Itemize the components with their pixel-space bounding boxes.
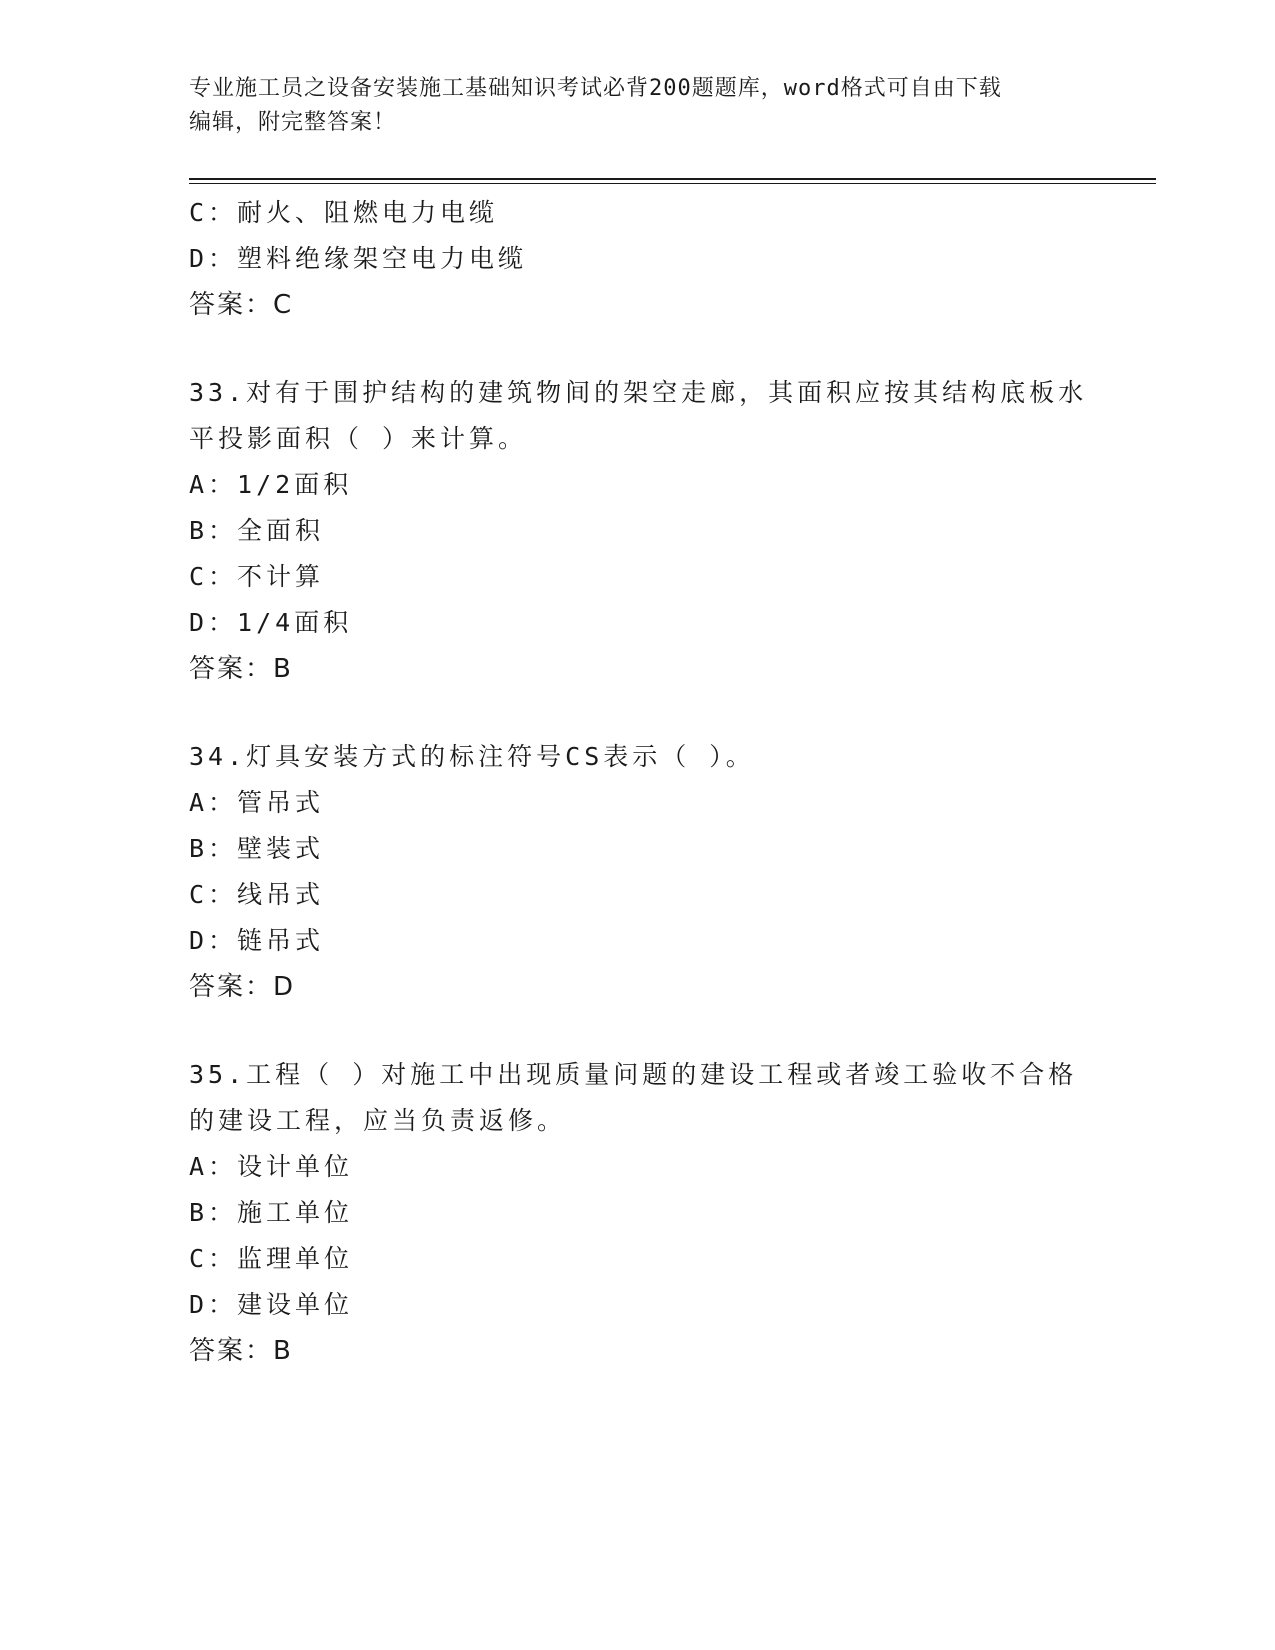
header-line-1: 专业施工员之设备安装施工基础知识考试必背200题题库，word格式可自由下载 [189,76,1002,101]
option-c: C：耐火、阻燃电力电缆 [189,198,499,227]
question-stem-line-1: 34.灯具安装方式的标注符号CS表示（ ）。 [189,742,755,771]
question-35 [189,1052,1129,1374]
answer-line: 答案：D [189,972,296,1002]
question-33 [189,370,1129,692]
option-b: B：施工单位 [189,1198,354,1227]
spacer [189,692,1129,734]
option-d: D：塑料绝缘架空电力电缆 [189,244,528,273]
option-c: C：监理单位 [189,1244,354,1273]
option-d: D：建设单位 [189,1290,354,1319]
option-b: B：全面积 [189,516,325,545]
option-d: D：链吊式 [189,926,325,955]
question-stem-line-1: 35.工程（ ）对施工中出现质量问题的建设工程或者竣工验收不合格 [189,1060,1078,1089]
question-34 [189,734,1129,1010]
document-body [189,190,1129,1374]
question-stem-line-1: 33.对有于围护结构的建筑物间的架空走廊，其面积应按其结构底板水 [189,378,1088,407]
option-a: A：1/2面积 [189,470,353,499]
answer-line: 答案：B [189,1336,293,1366]
question-stem-line-2: 平投影面积（ ）来计算。 [189,424,528,453]
document-header [189,72,1089,140]
option-d: D：1/4面积 [189,608,353,637]
option-a: A：设计单位 [189,1152,354,1181]
option-c: C：线吊式 [189,880,325,909]
option-b: B：壁装式 [189,834,325,863]
carryover-block [189,190,1129,328]
option-a: A：管吊式 [189,788,325,817]
answer-line: 答案：B [189,654,293,684]
spacer [189,1010,1129,1052]
header-rule-thin [189,183,1156,184]
option-c: C：不计算 [189,562,325,591]
answer-line: 答案：C [189,290,294,320]
header-rule-thick [189,178,1156,180]
spacer [189,328,1129,370]
question-stem-line-2: 的建设工程，应当负责返修。 [189,1106,567,1135]
header-line-2: 编辑，附完整答案！ [189,110,397,135]
